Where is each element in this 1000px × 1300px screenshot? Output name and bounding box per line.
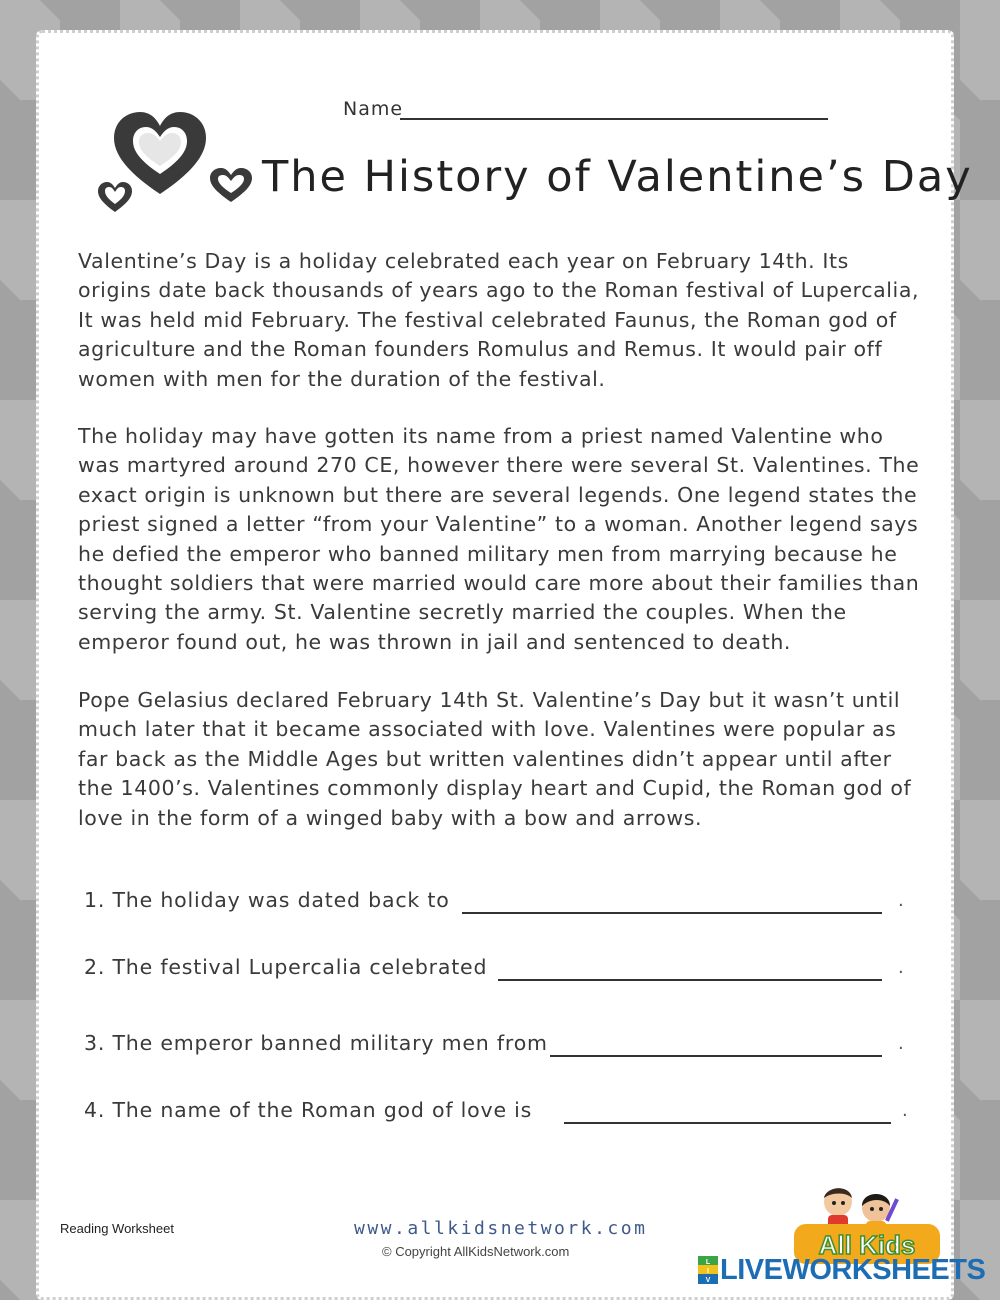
question-3-period: . <box>898 1033 904 1054</box>
small-heart-right-icon <box>210 168 252 202</box>
svg-text:All Kids: All Kids <box>818 1230 916 1260</box>
question-1-period: . <box>898 890 904 911</box>
passage-paragraph-2: The holiday may have gotten its name from a priest named Valentine who was martyred around 270 CE, however there were several St. Valentines. The exact origin is unknown but there are several legends. One legend states the priest signed a letter “from your Valentine” to a woman. Another legend says he defied the emperor who banned military men from marrying because he thought soldiers that were married would care more about their families than serving the army. St. Valentine secretly married the couples. When the emperor found out, he was thrown in jail and sentenced to death. <box>78 424 920 654</box>
svg-text:I: I <box>707 1268 709 1275</box>
question-4-period: . <box>902 1100 908 1121</box>
passage-paragraph-3: Pope Gelasius declared February 14th St. Valentine’s Day but it wasn’t until much later that it became associated with love. Valentines were popular as far back as the Middle Ages but written valentines didn’t appear until after the 1400’s. Valentines commonly display heart and Cupid, the Roman god of love in the form of a winged baby with a bow and arrows. <box>78 688 912 830</box>
name-label: Name <box>343 98 404 120</box>
name-field <box>343 98 833 124</box>
big-heart-icon <box>114 112 206 194</box>
question-2 <box>84 955 924 985</box>
page-title: The History of Valentine’s Day <box>262 152 973 202</box>
question-1 <box>84 888 924 918</box>
question-4-text: 4. The name of the Roman god of love is <box>84 1098 533 1122</box>
svg-text:L: L <box>705 1259 711 1266</box>
question-2-text: 2. The festival Lupercalia celebrated <box>84 955 488 979</box>
question-1-text: 1. The holiday was dated back to <box>84 888 450 912</box>
question-2-period: . <box>898 957 904 978</box>
passage-paragraph-1: Valentine’s Day is a holiday celebrated each year on February 14th. Its origins date back thousands of years ago to the Roman festival of Lupercalia, It was held mid February. The festival celebrated Faunus, the Roman god of agriculture and the Roman founders Romulus and Remus. It would pair off women with men for the duration of the festival. <box>78 249 920 391</box>
name-input-line[interactable] <box>400 118 828 120</box>
answer-4-line[interactable] <box>564 1122 891 1124</box>
website-link[interactable]: www.allkidsnetwork.com <box>354 1218 648 1239</box>
reading-worksheet-label: Reading Worksheet <box>60 1221 174 1236</box>
answer-2-line[interactable] <box>498 979 882 981</box>
answer-1-line[interactable] <box>462 912 882 914</box>
copyright-text: © Copyright AllKidsNetwork.com <box>382 1244 570 1259</box>
hearts-decoration <box>96 100 256 215</box>
allkids-logo <box>790 1176 945 1266</box>
small-heart-left-icon <box>98 182 132 212</box>
liveworksheets-brand[interactable]: LIVEWORKSHEETS <box>720 1254 986 1286</box>
question-4 <box>84 1098 924 1128</box>
answer-3-line[interactable] <box>550 1055 882 1057</box>
question-3-text: 3. The emperor banned military men from <box>84 1031 548 1055</box>
svg-text:V: V <box>705 1277 711 1284</box>
question-3 <box>84 1031 924 1061</box>
liveworksheets-badge-icon <box>698 1256 718 1284</box>
